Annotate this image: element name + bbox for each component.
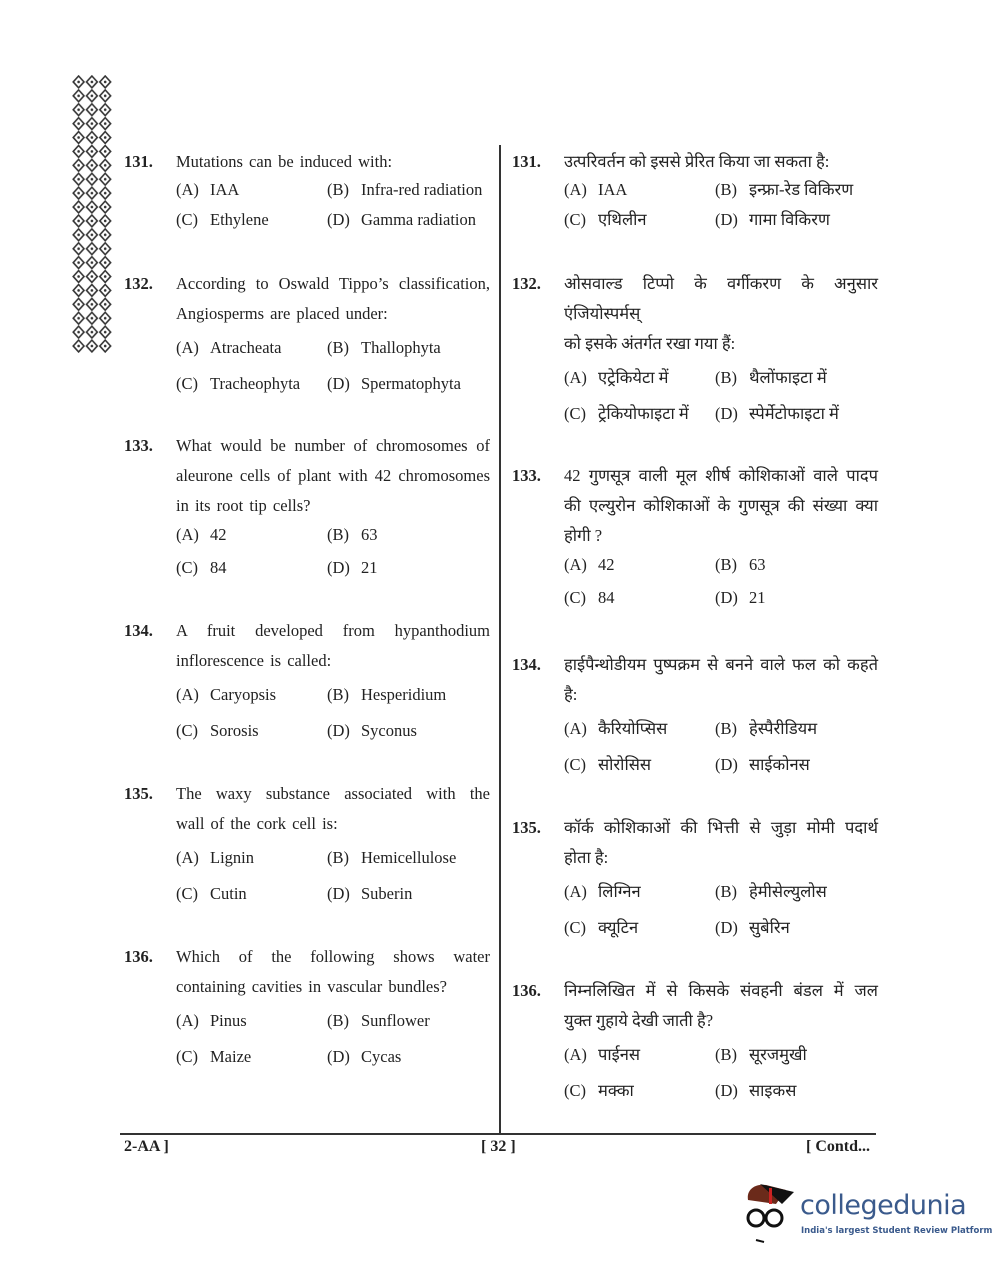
option-letter: (C)	[564, 755, 586, 774]
option-letter: (B)	[715, 555, 737, 574]
option-text: इन्फ्रा-रेड विकिरण	[749, 180, 854, 199]
option-letter: (B)	[715, 180, 737, 199]
option-letter: (D)	[327, 558, 350, 577]
option-letter: (B)	[327, 525, 349, 544]
option-text: Spermatophyta	[361, 374, 461, 393]
stem-line: containing cavities in vascular bundles?	[176, 977, 448, 996]
answer-option	[564, 753, 715, 789]
option-letter: (D)	[327, 721, 350, 740]
question-134	[512, 650, 878, 789]
option-text: थैलोंफाइटा में	[749, 368, 827, 387]
answer-option	[715, 208, 878, 238]
answer-option	[715, 586, 878, 619]
question-number: 132.	[512, 274, 541, 293]
stem-line: ओसवाल्ड टिप्पो के वर्गीकरण के अनुसार एंजियोस्पर्मस्	[564, 274, 878, 323]
option-letter: (A)	[564, 180, 587, 199]
continued-label: [ Contd...	[806, 1138, 871, 1155]
option-letter: (D)	[715, 588, 738, 607]
question-number: 135.	[124, 784, 153, 803]
answer-options	[176, 1009, 490, 1081]
question-132	[124, 269, 490, 408]
option-letter: (A)	[564, 368, 587, 387]
question-136	[124, 942, 490, 1081]
stem-line: हाईपैन्थोडीयम पुष्पक्रम से बनने वाले फल को कहते	[564, 655, 878, 674]
question-number: 136.	[124, 947, 153, 966]
stem-line: According to Oswald Tippo’s classification,	[176, 274, 490, 293]
answer-options	[176, 683, 490, 755]
option-text: Pinus	[210, 1011, 247, 1030]
stem-line: inflorescence is called:	[176, 651, 332, 670]
option-text: Hemicellulose	[361, 848, 457, 867]
answer-option	[564, 366, 715, 402]
question-number: 131.	[512, 152, 541, 171]
question-132	[512, 269, 878, 438]
column-divider	[499, 145, 501, 1133]
option-text: Infra-red radiation	[361, 180, 483, 199]
question-number: 131.	[124, 152, 153, 171]
option-letter: (B)	[327, 338, 349, 357]
answer-option	[715, 178, 878, 208]
stem-line: युक्त गुहाये देखी जाती है?	[564, 1011, 714, 1030]
option-text: Atracheata	[210, 338, 282, 357]
english-column	[124, 147, 490, 1081]
stem-line: है:	[564, 685, 578, 704]
option-text: सूरजमुखी	[749, 1045, 807, 1064]
option-letter: (A)	[564, 1045, 587, 1064]
answer-option	[176, 1045, 327, 1081]
answer-option	[715, 1079, 878, 1115]
option-letter: (D)	[715, 210, 738, 229]
question-131	[512, 147, 878, 238]
question-number: 133.	[512, 466, 541, 485]
option-letter: (D)	[327, 884, 350, 903]
logo-brand: collegedunia	[800, 1190, 967, 1221]
question-stem	[176, 147, 490, 177]
question-number: 133.	[124, 436, 153, 455]
answer-option	[176, 372, 327, 408]
answer-option	[176, 719, 327, 755]
option-text: 21	[749, 588, 766, 607]
question-135	[124, 779, 490, 918]
option-letter: (B)	[327, 848, 349, 867]
question-stem	[564, 269, 878, 359]
option-text: Cycas	[361, 1047, 402, 1066]
option-letter: (A)	[176, 1011, 199, 1030]
question-stem	[564, 813, 878, 873]
option-letter: (C)	[176, 721, 198, 740]
question-131	[124, 147, 490, 238]
option-text: Suberin	[361, 884, 413, 903]
answer-option	[564, 586, 715, 619]
option-text: Maize	[210, 1047, 252, 1066]
answer-option	[715, 553, 878, 586]
answer-option	[327, 523, 490, 556]
answer-option	[176, 846, 327, 882]
option-text: कैरियोप्सिस	[598, 719, 668, 738]
option-text: एट्रेकियेटा में	[598, 368, 669, 387]
decorative-border-pattern	[72, 75, 112, 353]
collegedunia-logo	[742, 1178, 993, 1248]
option-text: Tracheophyta	[210, 374, 301, 393]
logo-tagline: India's largest Student Review Platform	[801, 1226, 993, 1236]
footer-rule	[120, 1133, 876, 1135]
option-letter: (D)	[715, 404, 738, 423]
stem-line: Mutations can be induced with:	[176, 152, 393, 171]
stem-line: The waxy substance associated with the	[176, 784, 490, 803]
answer-option	[327, 683, 490, 719]
question-stem	[176, 431, 490, 521]
answer-option	[715, 402, 878, 438]
question-number: 134.	[124, 621, 153, 640]
page-number: [ 32 ]	[481, 1138, 516, 1155]
answer-option	[564, 208, 715, 238]
option-text: Caryopsis	[210, 685, 276, 704]
option-letter: (A)	[176, 848, 199, 867]
answer-option	[327, 556, 490, 589]
option-letter: (C)	[564, 404, 586, 423]
stem-line: A fruit developed from hypanthodium	[176, 621, 490, 640]
answer-option	[564, 553, 715, 586]
paper-code: 2-AA ]	[124, 1138, 169, 1155]
option-text: IAA	[210, 180, 240, 199]
option-text: 21	[361, 558, 378, 577]
option-text: क्यूटिन	[598, 918, 639, 937]
option-text: गामा विकिरण	[749, 210, 830, 229]
answer-options	[564, 880, 878, 952]
option-text: पाईनस	[598, 1045, 641, 1064]
answer-option	[715, 366, 878, 402]
option-letter: (C)	[176, 210, 198, 229]
option-text: एथिलीन	[598, 210, 647, 229]
answer-option	[327, 846, 490, 882]
question-133	[124, 431, 490, 589]
mascot-icon	[742, 1178, 800, 1244]
answer-option	[176, 336, 327, 372]
answer-options	[564, 717, 878, 789]
stem-line: होता है:	[564, 848, 609, 867]
answer-option	[327, 1045, 490, 1081]
question-stem	[176, 269, 490, 329]
stem-line: wall of the cork cell is:	[176, 814, 338, 833]
option-letter: (A)	[176, 180, 199, 199]
option-text: 42	[210, 525, 227, 544]
question-135	[512, 813, 878, 952]
option-letter: (A)	[564, 555, 587, 574]
stem-line: होगी ?	[564, 526, 603, 545]
answer-option	[327, 208, 490, 238]
answer-options	[564, 178, 878, 238]
question-number: 134.	[512, 655, 541, 674]
option-letter: (D)	[715, 918, 738, 937]
stem-line: उत्परिवर्तन को इससे प्रेरित किया जा सकता है:	[564, 152, 830, 171]
answer-option	[564, 916, 715, 952]
option-letter: (B)	[715, 1045, 737, 1064]
answer-option	[176, 523, 327, 556]
answer-option	[564, 178, 715, 208]
question-stem	[176, 616, 490, 676]
option-letter: (C)	[564, 588, 586, 607]
answer-option	[176, 683, 327, 719]
question-stem	[564, 976, 878, 1036]
option-letter: (D)	[715, 1081, 738, 1100]
option-letter: (B)	[715, 368, 737, 387]
question-number: 132.	[124, 274, 153, 293]
answer-options	[176, 523, 490, 589]
option-letter: (C)	[564, 918, 586, 937]
option-text: स्पेर्मेटोफाइटा में	[749, 404, 839, 423]
answer-options	[176, 178, 490, 238]
answer-option	[327, 882, 490, 918]
option-text: 42	[598, 555, 615, 574]
option-letter: (C)	[176, 558, 198, 577]
answer-options	[564, 553, 878, 619]
answer-option	[715, 717, 878, 753]
option-letter: (B)	[327, 1011, 349, 1030]
question-stem	[176, 942, 490, 1002]
option-text: सुबेरिन	[749, 918, 790, 937]
answer-option	[327, 178, 490, 208]
option-letter: (A)	[176, 525, 199, 544]
option-text: Sorosis	[210, 721, 259, 740]
option-letter: (B)	[327, 180, 349, 199]
stem-line: कॉर्क कोशिकाओं की भित्ती से जुड़ा मोमी पदार्थ	[564, 818, 878, 837]
option-text: Lignin	[210, 848, 254, 867]
option-text: Thallophyta	[361, 338, 441, 357]
option-text: 63	[749, 555, 766, 574]
option-text: ट्रेकियोफाइटा में	[598, 404, 689, 423]
option-letter: (D)	[715, 755, 738, 774]
option-letter: (C)	[564, 1081, 586, 1100]
stem-line: की एल्युरोन कोशिकाओं के गुणसूत्र की संख्या क्या	[564, 496, 878, 515]
question-number: 135.	[512, 818, 541, 837]
answer-options	[176, 846, 490, 918]
option-letter: (C)	[176, 374, 198, 393]
answer-options	[176, 336, 490, 408]
answer-option	[715, 753, 878, 789]
answer-option	[327, 372, 490, 408]
answer-option	[176, 1009, 327, 1045]
stem-line: in its root tip cells?	[176, 496, 311, 515]
option-letter: (D)	[327, 374, 350, 393]
answer-option	[176, 208, 327, 238]
stem-line: Which of the following shows water	[176, 947, 490, 966]
option-letter: (C)	[176, 1047, 198, 1066]
option-letter: (A)	[564, 719, 587, 738]
answer-option	[176, 556, 327, 589]
answer-option	[327, 1009, 490, 1045]
option-text: साइकस	[749, 1081, 797, 1100]
stem-line: Angiosperms are placed under:	[176, 304, 388, 323]
option-text: Cutin	[210, 884, 247, 903]
question-133	[512, 461, 878, 619]
option-text: IAA	[598, 180, 628, 199]
option-letter: (B)	[327, 685, 349, 704]
option-letter: (D)	[327, 210, 350, 229]
option-letter: (A)	[564, 882, 587, 901]
stem-line: aleurone cells of plant with 42 chromosomes	[176, 466, 490, 485]
option-text: Sunflower	[361, 1011, 430, 1030]
question-stem	[176, 779, 490, 839]
question-136	[512, 976, 878, 1115]
answer-option	[564, 1079, 715, 1115]
answer-option	[327, 336, 490, 372]
option-letter: (C)	[176, 884, 198, 903]
answer-option	[176, 882, 327, 918]
option-letter: (B)	[715, 719, 737, 738]
hindi-column	[512, 147, 878, 1115]
answer-option	[564, 880, 715, 916]
answer-option	[327, 719, 490, 755]
option-text: साईकोनस	[749, 755, 810, 774]
option-letter: (D)	[327, 1047, 350, 1066]
stem-line: को इसके अंतर्गत रखा गया हैं:	[564, 334, 736, 353]
answer-option	[564, 717, 715, 753]
answer-option	[564, 1043, 715, 1079]
answer-options	[564, 366, 878, 438]
stem-line: निम्नलिखित में से किसके संवहनी बंडल में जल	[564, 981, 878, 1000]
option-text: 84	[598, 588, 615, 607]
question-134	[124, 616, 490, 755]
stem-line: What would be number of chromosomes of	[176, 436, 490, 455]
option-text: 84	[210, 558, 227, 577]
question-stem	[564, 147, 878, 177]
option-text: हेस्पैरीडियम	[749, 719, 818, 738]
option-letter: (A)	[176, 685, 199, 704]
answer-option	[176, 178, 327, 208]
option-text: हेमीसेल्युलोस	[749, 882, 827, 901]
answer-option	[564, 402, 715, 438]
option-text: सोरोसिस	[598, 755, 652, 774]
answer-option	[715, 880, 878, 916]
stem-line: 42 गुणसूत्र वाली मूल शीर्ष कोशिकाओं वाले पादप	[564, 466, 878, 485]
option-text: Gamma radiation	[361, 210, 477, 229]
answer-option	[715, 1043, 878, 1079]
option-letter: (C)	[564, 210, 586, 229]
question-stem	[564, 650, 878, 710]
option-text: Syconus	[361, 721, 417, 740]
answer-option	[715, 916, 878, 952]
option-text: मक्का	[598, 1081, 634, 1100]
answer-options	[564, 1043, 878, 1115]
option-text: 63	[361, 525, 378, 544]
option-letter: (B)	[715, 882, 737, 901]
option-text: Ethylene	[210, 210, 269, 229]
question-stem	[564, 461, 878, 551]
option-text: Hesperidium	[361, 685, 447, 704]
option-text: लिग्निन	[598, 882, 641, 901]
question-number: 136.	[512, 981, 541, 1000]
option-letter: (A)	[176, 338, 199, 357]
